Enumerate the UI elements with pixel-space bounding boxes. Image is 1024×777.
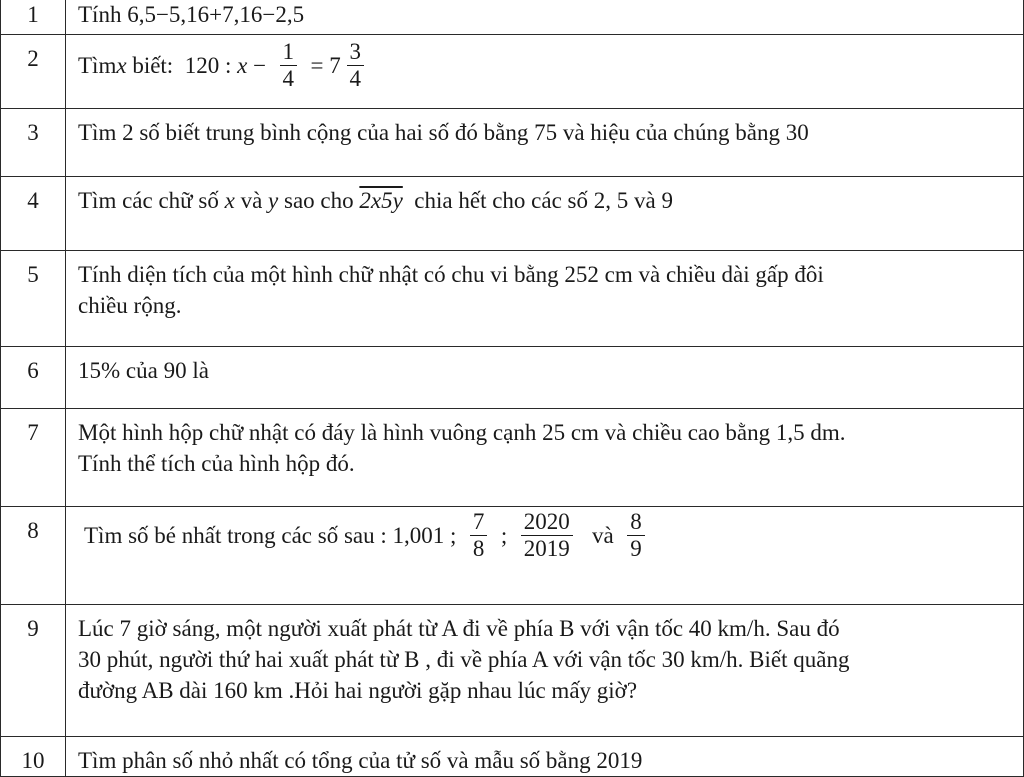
row-number: 2 bbox=[1, 35, 66, 109]
row-content: Tìmx biết: 120 : x − $\frac{1}{4}$ = 7 $\frac{3}{4}$ bbox=[66, 35, 1024, 109]
row-content: Tìm số bé nhất trong các số sau : 1,001 ; $\frac{7}{8}$ ; $\frac{2020}{2019}$ và $\frac{8}{9}$ bbox=[66, 507, 1024, 605]
table-row bbox=[1, 0, 1024, 35]
row-content: Tìm 2 số biết trung bình cộng của hai số đó bằng 75 và hiệu của chúng bằng 30 bbox=[66, 109, 1024, 177]
table-row bbox=[1, 605, 1024, 737]
table-row bbox=[1, 35, 1024, 109]
overlined-number: 2x5y bbox=[359, 188, 403, 213]
table-row bbox=[1, 347, 1024, 409]
table-row bbox=[1, 251, 1024, 347]
fraction: $\frac{8}{9}$ bbox=[627, 509, 645, 562]
row-number: 1 bbox=[1, 0, 66, 35]
table-row bbox=[1, 409, 1024, 507]
row-number: 8 bbox=[1, 507, 66, 605]
table-row bbox=[1, 737, 1024, 777]
row-content: Tính diện tích của một hình chữ nhật có chu vi bằng 252 cm và chiều dài gấp đôi chiều rộng. bbox=[66, 251, 1024, 347]
row-number: 4 bbox=[1, 177, 66, 251]
row-number: 3 bbox=[1, 109, 66, 177]
row-content: Tính 6,5−5,16+7,16−2,5 bbox=[66, 0, 1024, 35]
row-content: Một hình hộp chữ nhật có đáy là hình vuông cạnh 25 cm và chiều cao bằng 1,5 dm. Tính thể tích của hình hộp đó. bbox=[66, 409, 1024, 507]
fraction: $\frac{2020}{2019}$ bbox=[521, 509, 573, 562]
row-content: Tìm phân số nhỏ nhất có tổng của tử số và mẫu số bằng 2019 bbox=[66, 737, 1024, 777]
table-row bbox=[1, 507, 1024, 605]
row-number: 10 bbox=[1, 737, 66, 777]
row-number: 5 bbox=[1, 251, 66, 347]
row-number: 9 bbox=[1, 605, 66, 737]
table-row bbox=[1, 109, 1024, 177]
row-number: 6 bbox=[1, 347, 66, 409]
row-content: Lúc 7 giờ sáng, một người xuất phát từ A đi về phía B với vận tốc 40 km/h. Sau đó 30 phút, người thứ hai xuất phát từ B , đi về phía A với vận tốc 30 km/h. Biết quãng đường AB dài 160 km .Hỏi hai người gặp nhau lúc mấy giờ? bbox=[66, 605, 1024, 737]
row-content: 15% của 90 là bbox=[66, 347, 1024, 409]
fraction: $\frac{1}{4}$ bbox=[280, 39, 298, 92]
fraction: $\frac{3}{4}$ bbox=[347, 39, 365, 92]
math-expression: 6,5−5,16+7,16−2,5 bbox=[127, 2, 305, 27]
row-content: Tìm các chữ số x và y sao cho 2x5y chia hết cho các số 2, 5 và 9 bbox=[66, 177, 1024, 251]
table-row bbox=[1, 177, 1024, 251]
row-number: 7 bbox=[1, 409, 66, 507]
fraction: $\frac{7}{8}$ bbox=[470, 509, 488, 562]
